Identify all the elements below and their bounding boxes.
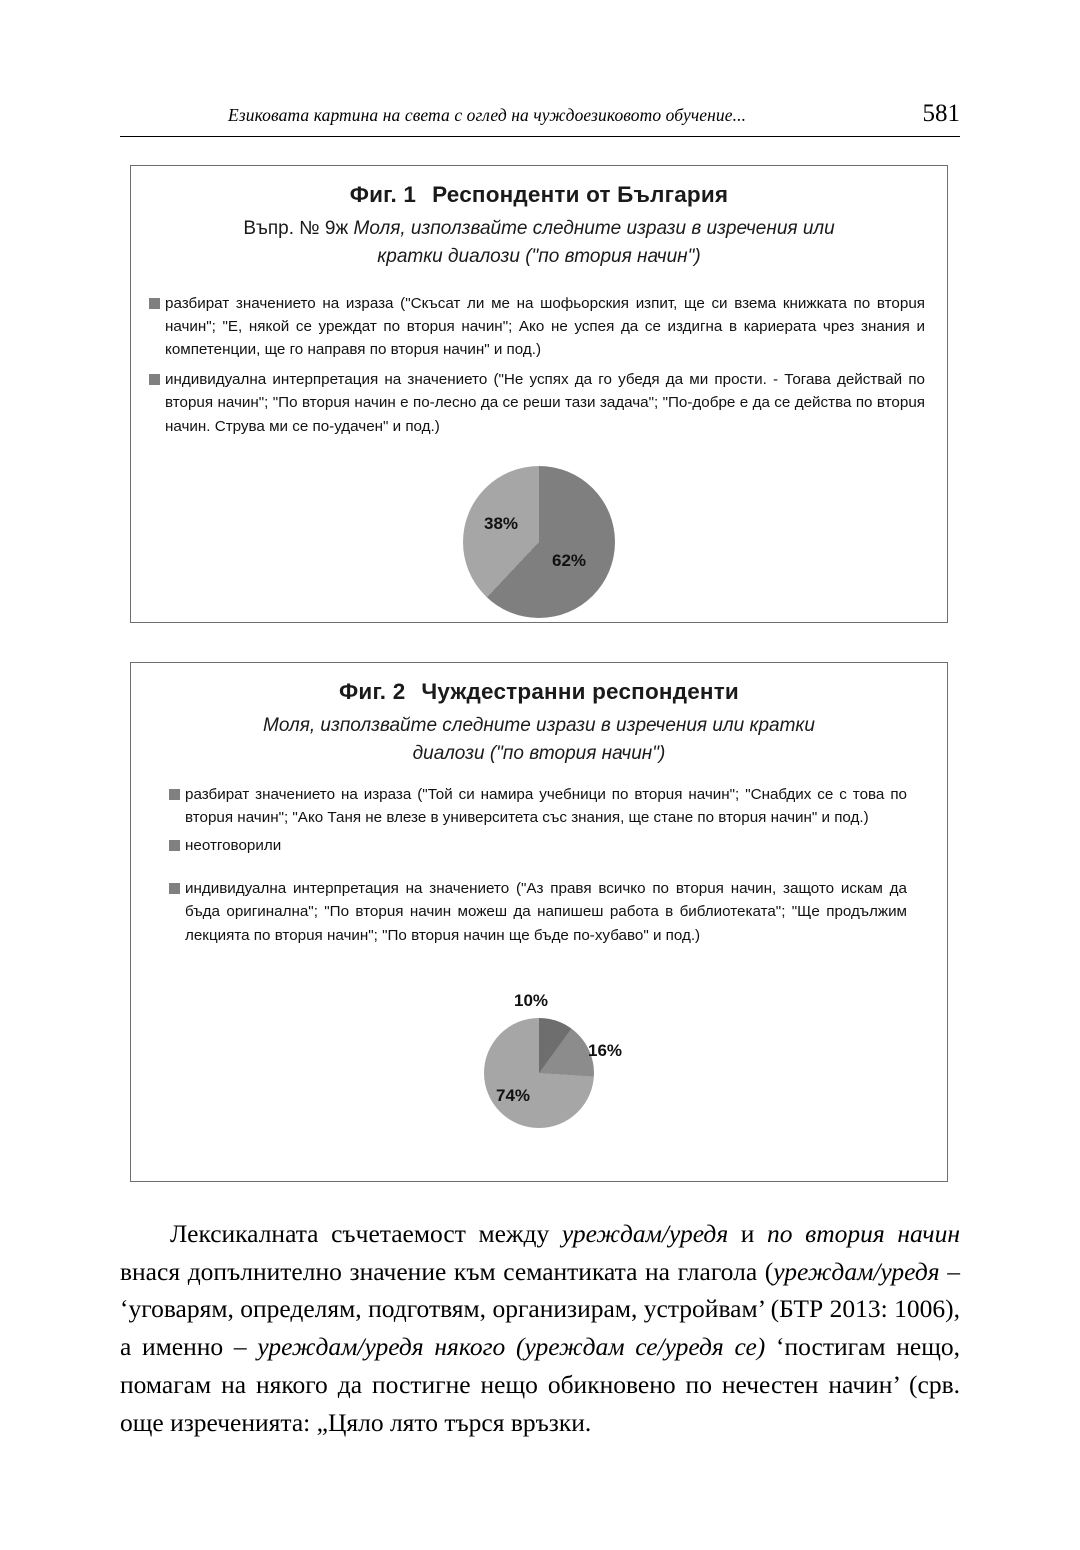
figure-2-chart — [131, 991, 947, 1128]
legend-item-label: разбират значението на израза ("Скъсат ли ме на шофьорския изпит, ще си взема книжката по вторuя начин"; "Е, някой се уреждат по вторuя начин"; Ако не успея да се издигна в кариерата чрез знания и компетенции, ще го направя по вторuя начин" и под.) — [165, 295, 925, 359]
legend-swatch-icon — [149, 298, 160, 309]
legend-item — [149, 292, 925, 361]
pie-slice-label-16: 16% — [588, 1041, 623, 1060]
legend-item-label: неотговорили — [185, 837, 282, 855]
figure-2-question-line1: Моля, използвайте следните изрази в изречения или кратки — [263, 715, 815, 736]
body-paragraph — [120, 1215, 960, 1441]
legend-item-label: индивидуална интерпретация на значението ("Аз правя всичко по вторuя начин, защото искам да бъда оригиналнa"; "По вторuя начин можеш да напишеш работа в библиотеката"; "Ще продължим лекцията по вторuя начин"; "По вторuя начин ще бъде по-хубаво" и под.) — [185, 880, 907, 944]
pie-holder — [484, 991, 623, 1128]
legend-item — [149, 368, 925, 437]
legend-item-label: индивидуална интерпретация на значението ("Не успях да го убедя да ми прости. - Тогава действай по вторuя начин"; "По вторuя начин е по-лесно да се реши тази задача"; "По-добре е да се действа по вторuя начин. Струва ми се по-удачен" и под.) — [165, 371, 925, 435]
figure-1-heading: Респонденти от България — [432, 182, 729, 207]
legend-swatch-icon — [169, 789, 180, 800]
running-head-title: Езиковата картина на света с оглед на чуждоезиковото обучение... — [228, 105, 747, 125]
figure-2-subtitle — [131, 712, 947, 767]
pie-slice-label-10: 10% — [514, 991, 549, 1010]
figure-2-title — [131, 679, 947, 705]
figure-1-question-line1: Моля, използвайте следните изрази в изречения или — [353, 218, 835, 239]
pie-slice-label-62: 62% — [552, 551, 587, 570]
figure-2-legend — [131, 783, 947, 947]
figure-2 — [130, 662, 948, 1182]
pie-chart — [484, 1018, 594, 1128]
pie-slice-label-38: 38% — [484, 514, 519, 533]
pie-slice-label-74: 74% — [496, 1086, 531, 1105]
figure-1-label: Фиг. 1 — [349, 182, 417, 207]
figure-2-label: Фиг. 2 — [339, 679, 406, 704]
figure-1-title — [131, 182, 947, 208]
legend-swatch-icon — [169, 840, 180, 851]
figure-1 — [130, 165, 948, 623]
paragraph-text: Лексикалната съчетаемост между уреждам/уредя и по вторuя начин внася допълнително значение към семантиката на глагола (уреждам/уредя – ‘уговарям, определям, подготвям, организирам, устройвам’ (БТР 2013: 1006), а именно – уреждам/уредя някого (уреждам се/уредя се) ‘постигам нещо, помагам на някого да постигне нещо обикновено по нечестен начин’ (срв. още изреченията: „Цяло лято търся връзки. — [120, 1219, 960, 1437]
figure-1-chart — [131, 466, 947, 618]
figure-1-question-line2: кратки диалози ("по вторuя начин") — [377, 245, 701, 267]
figure-2-question-line2: диалози ("по вторuя начин") — [412, 742, 666, 764]
legend-item — [169, 783, 907, 829]
legend-item-label: разбират значението на израза ("Той си намира учебници по вторuя начин"; "Снабдих се с това по вторuя начин"; "Ако Таня не влезе в университета със знания, ще стане по вторuя начин" и под.) — [185, 786, 907, 827]
legend-item — [169, 877, 907, 946]
figure-1-question-label: Въпр. № 9ж — [243, 218, 349, 239]
legend-item — [169, 834, 907, 857]
figure-1-subtitle — [131, 215, 947, 270]
pie-holder — [463, 466, 615, 618]
running-head — [120, 100, 960, 137]
figure-2-heading: Чуждестранни респонденти — [421, 679, 739, 704]
page-number: 581 — [922, 100, 960, 127]
pie-chart — [463, 466, 615, 618]
legend-swatch-icon — [169, 883, 180, 894]
figure-1-legend — [131, 292, 947, 438]
legend-swatch-icon — [149, 374, 160, 385]
